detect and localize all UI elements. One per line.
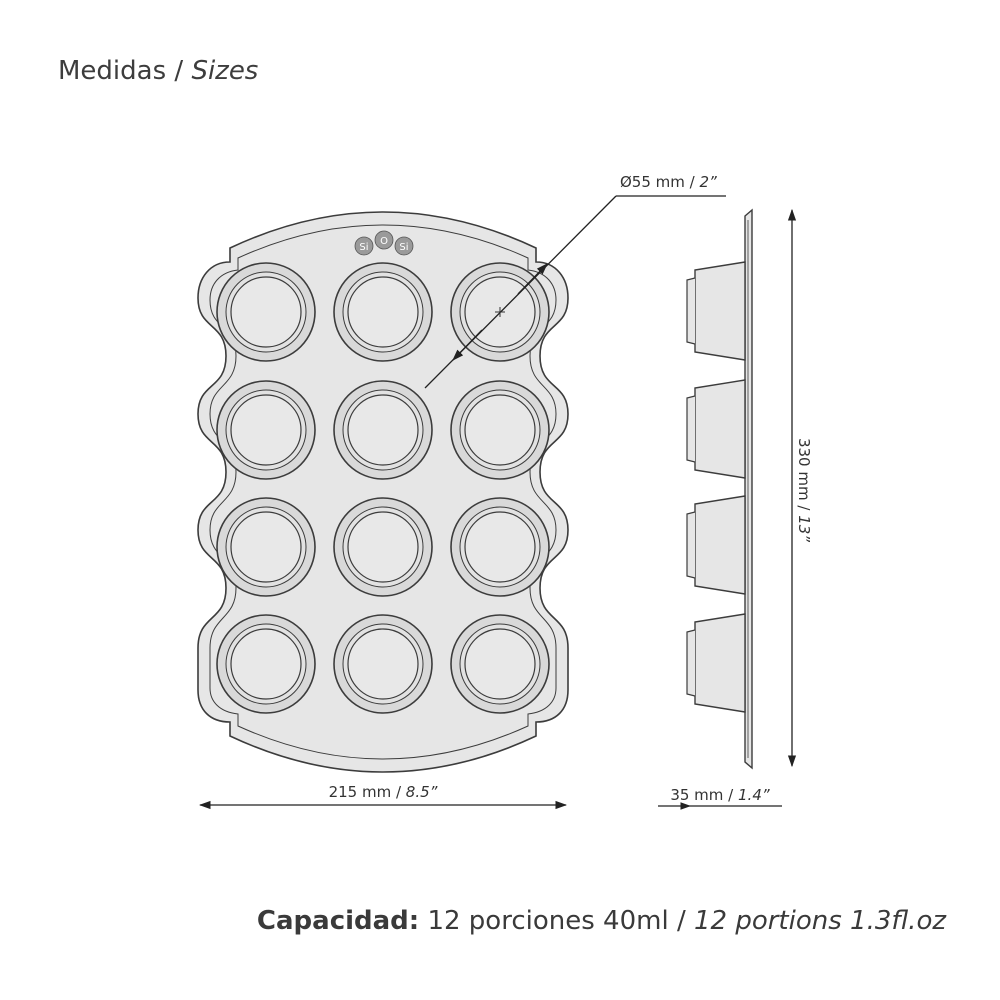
title-spanish: Medidas / — [58, 56, 184, 86]
cup — [451, 615, 549, 713]
depth-dimension — [658, 786, 782, 806]
width-label: 215 mm / 8.5” — [328, 783, 438, 801]
cup — [217, 498, 315, 596]
side-cup — [687, 614, 745, 712]
side-cup-group — [687, 262, 745, 712]
cup — [334, 381, 432, 479]
capacity-text — [257, 906, 946, 936]
capacity-value-spanish: 12 porciones 40ml / — [427, 906, 686, 936]
cup — [217, 263, 315, 361]
height-dimension — [792, 210, 813, 766]
capacity-label: Capacidad: — [256, 906, 420, 936]
cup — [334, 498, 432, 596]
cup — [451, 498, 549, 596]
diameter-label: Ø55 mm / 2” — [620, 173, 717, 191]
mold-top-view — [198, 212, 568, 772]
mold-side-view — [687, 210, 752, 768]
cup — [334, 615, 432, 713]
logo-letter-3: Si — [399, 242, 409, 253]
cup — [217, 615, 315, 713]
title-english: Sizes — [191, 56, 259, 86]
cup — [217, 381, 315, 479]
cup — [334, 263, 432, 361]
logo-letter-2: O — [380, 236, 388, 247]
cup — [451, 381, 549, 479]
height-label: 330 mm / 13” — [795, 437, 813, 543]
depth-label: 35 mm / 1.4” — [670, 786, 770, 804]
logo-letter-1: Si — [359, 242, 369, 253]
side-cup — [687, 380, 745, 478]
side-cup — [687, 262, 745, 360]
side-tray-profile — [745, 210, 752, 768]
side-cup — [687, 496, 745, 594]
width-dimension — [200, 783, 566, 805]
capacity-value-english: 12 portions 1.3fl.oz — [693, 906, 946, 936]
